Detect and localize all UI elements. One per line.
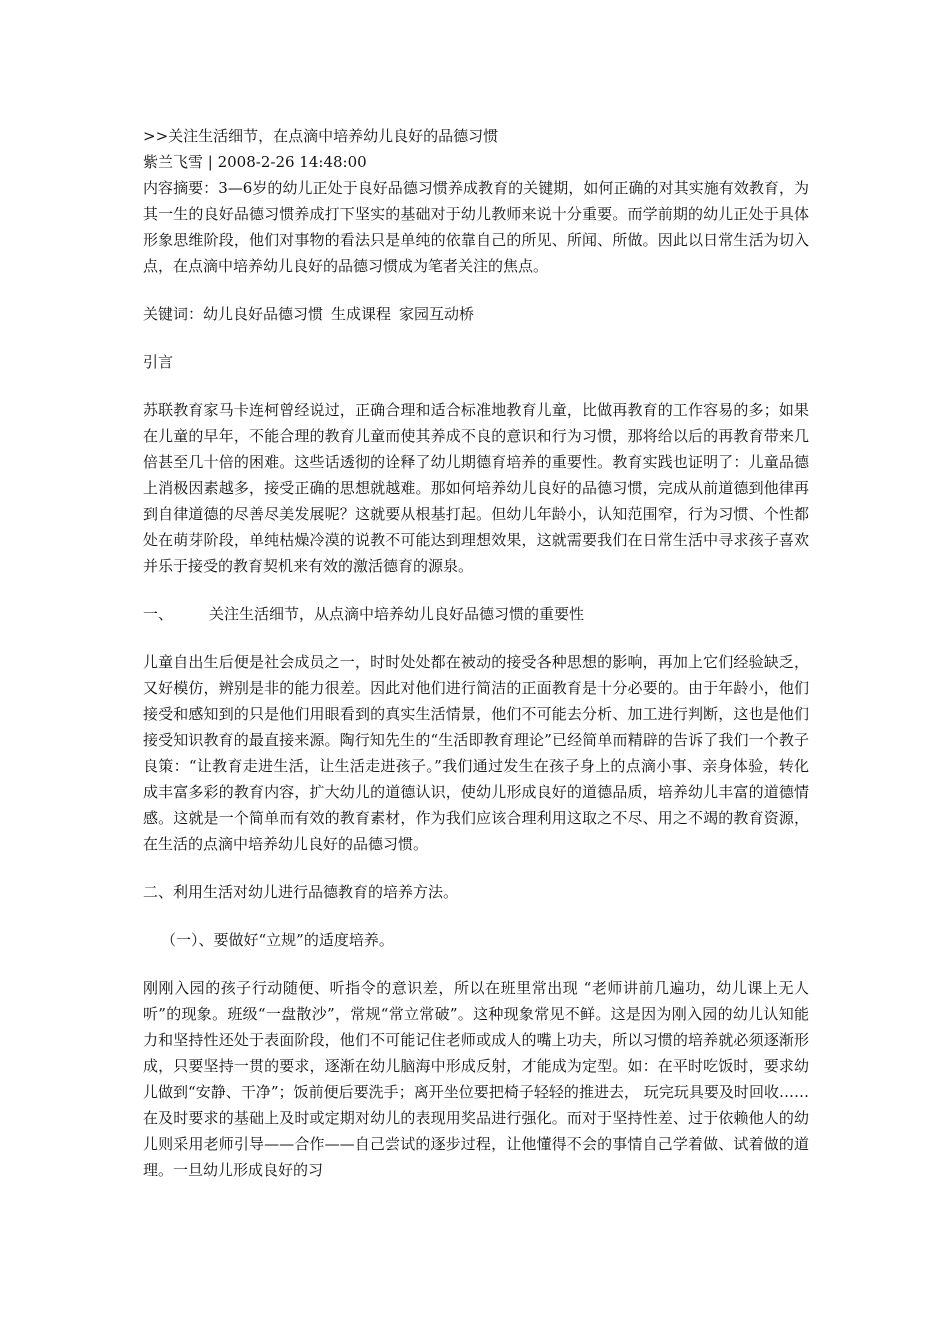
keyword-2: 生成课程 — [331, 305, 392, 323]
article-byline: 紫兰飞雪 | 2008-2-26 14:48:00 — [143, 153, 367, 171]
keyword-3: 家园互动桥 — [399, 305, 475, 323]
section1-paragraph: 儿童自出生后便是社会成员之一，时时处处都在被动的接受各种思想的影响，再加上它们经验缺乏，又好模仿，辨别是非的能力很差。因此对他们进行简洁的正面教育是十分必要的。由于年龄小，他们接受和感知到的只是他们用眼看到的真实生活情景，他们不可能去分析、加工进行判断，这也是他们接受知识教育的最直接来源。陶行知先生的“生活即教育理论”已经简单而精辟的告诉了我们一个教子良策：“让教育走进生活，让生活走进孩子。”我们通过发生在孩子身上的点滴小事、亲身体验，转化成丰富多彩的教育内容，扩大幼儿的道德认识，使幼儿形成良好的道德品质，培养幼儿丰富的道德情感。这就是一个简单而有效的教育素材，作为我们应该合理利用这取之不尽、用之不竭的教育资源，在生活的点滴中培养幼儿良好的品德习惯。 — [143, 653, 809, 853]
subsection1-heading: （一）、要做好“立规”的适度培养。 — [161, 931, 394, 949]
abstract-paragraph: 内容摘要：3—6岁的幼儿正处于良好品德习惯养成教育的关键期，如何正确的对其实施有效教育，为其一生的良好品德习惯养成打下坚实的基础对于幼儿教师来说十分重要。而学前期的幼儿正处于具体形象思维阶段，他们对事物的看法只是单纯的依靠自己的所见、所闻、所做。因此以日常生活为切入点，在点滴中培养幼儿良好的品德习惯成为笔者关注的焦点。 — [143, 179, 809, 275]
intro-paragraph: 苏联教育家马卡连柯曾经说过，正确合理和适合标准地教育儿童，比做再教育的工作容易的多；如果在儿童的早年，不能合理的教育儿童而使其养成不良的意识和行为习惯，那将给以后的再教育带来几倍甚至几十倍的困难。这些话透彻的诠释了幼儿期德育培养的重要性。教育实践也证明了：儿童品德上消极因素越多，接受正确的思想就越难。那如何培养幼儿良好的品德习惯，完成从前道德到他律再到自律道德的尽善尽美发展呢？这就要从根基打起。但幼儿年龄小，认知范围窄，行为习惯、个性都处在萌芽阶段，单纯枯燥冷漠的说教不可能达到理想效果，这就需要我们在日常生活中寻求孩子喜欢并乐于接受的教育契机来有效的激活德育的源泉。 — [143, 401, 809, 575]
section1-number: 一、 — [143, 605, 174, 623]
keyword-1: 幼儿良好品德习惯 — [203, 305, 324, 323]
section2-heading: 二、利用生活对幼儿进行品德教育的培养方法。 — [143, 883, 459, 901]
document-page — [143, 123, 809, 1183]
intro-heading: 引言 — [143, 353, 174, 371]
keywords-label: 关键词： — [143, 305, 204, 323]
article-title: >>关注生活细节，在点滴中培养幼儿良好的品德习惯 — [143, 127, 499, 145]
section2-paragraph: 刚刚入园的孩子行动随便、听指令的意识差，所以在班里常出现 “老师讲前几遍功，幼儿课上无人听”的现象。班级“一盘散沙”，常规“常立常破”。这种现象常见不鲜。这是因为刚入园的幼儿认知能力和坚持性还处于表面阶段，他们不可能记住老师或成人的嘴上功夫，所以习惯的培养就必须逐渐形成，只要坚持一贯的要求，逐渐在幼儿脑海中形成反射，才能成为定型。如：在平时吃饭时，要求幼儿做到“安静、干净”；饭前便后要洗手；离开坐位要把椅子轻轻的推进去， 玩完玩具要及时回收……在及时要求的基础上及时或定期对幼儿的表现用奖品进行强化。而对于坚持性差、过于依赖他人的幼儿则采用老师引导——合作——自己尝试的逐步过程，让他懂得不会的事情自己学着做、试着做的道理。一旦幼儿形成良好的习 — [143, 979, 809, 1179]
keywords-line — [143, 301, 809, 327]
section1-title: 关注生活细节，从点滴中培养幼儿良好品德习惯的重要性 — [209, 605, 585, 623]
section1-heading — [143, 601, 809, 627]
